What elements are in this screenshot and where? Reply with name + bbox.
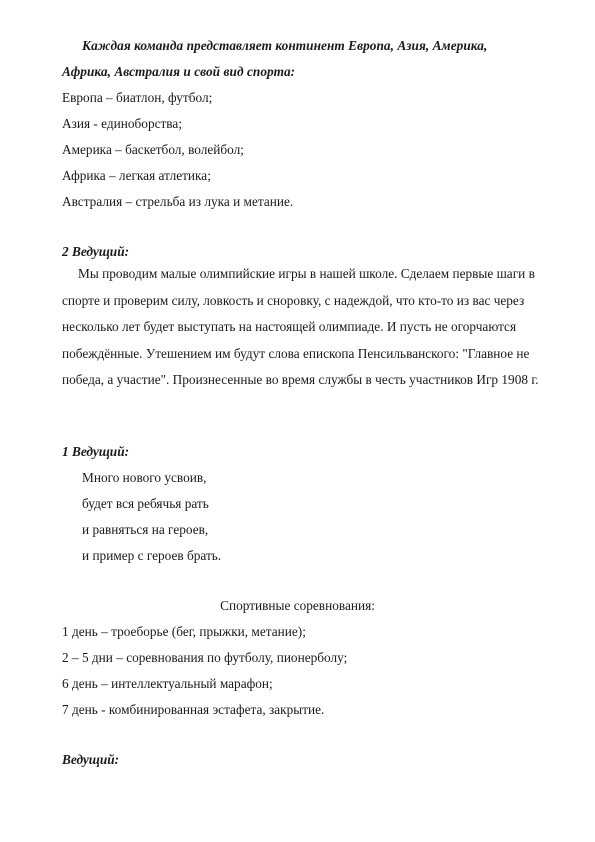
host-2-speech: Мы проводим малые олимпийские игры в нашей школе. Сделаем первые шаги в спорте и проверим силу, ловкость и сноровку, с надеждой, что кто-то из вас через несколько лет будет выступать на настоящей олимпиаде. И пусть не огорчаются побеждённые. Утешением им будут слова епископа Пенсильванского: "Главное не победа, а участие". Произнесенные во время службы в честь участников Игр 1908 г. [62,266,539,388]
intro-line-1: Каждая команда представляет континент Европа, Азия, Америка, [82,38,488,53]
competition-days-2-5: 2 – 5 дни – соревнования по футболу, пионерболу; [62,650,348,665]
host-2-label: 2 Ведущий: [62,244,130,259]
verse-line-1: Много нового усвоив, [82,470,207,485]
competition-day-6: 6 день – интеллектуальный марафон; [62,676,273,691]
competitions-title: Спортивные соревнования: [220,598,375,613]
host-3-label: Ведущий: [62,752,120,767]
host-1-label: 1 Ведущий: [62,444,130,459]
continent-asia: Азия - единоборства; [62,116,183,131]
competition-day-7: 7 день - комбинированная эстафета, закрытие. [62,702,325,717]
continent-europe: Европа – биатлон, футбол; [62,90,213,105]
verse-line-2: будет вся ребячья рать [82,496,209,511]
continent-australia: Австралия – стрельба из лука и метание. [62,194,294,209]
competition-day-1: 1 день – троеборье (бег, прыжки, метание); [62,624,306,639]
verse-line-3: и равняться на героев, [82,522,209,537]
verse-line-4: и пример с героев брать. [82,548,222,563]
continent-africa: Африка – легкая атлетика; [62,168,211,183]
continent-america: Америка – баскетбол, волейбол; [62,142,244,157]
intro-line-2: Африка, Австралия и свой вид спорта: [62,64,296,79]
